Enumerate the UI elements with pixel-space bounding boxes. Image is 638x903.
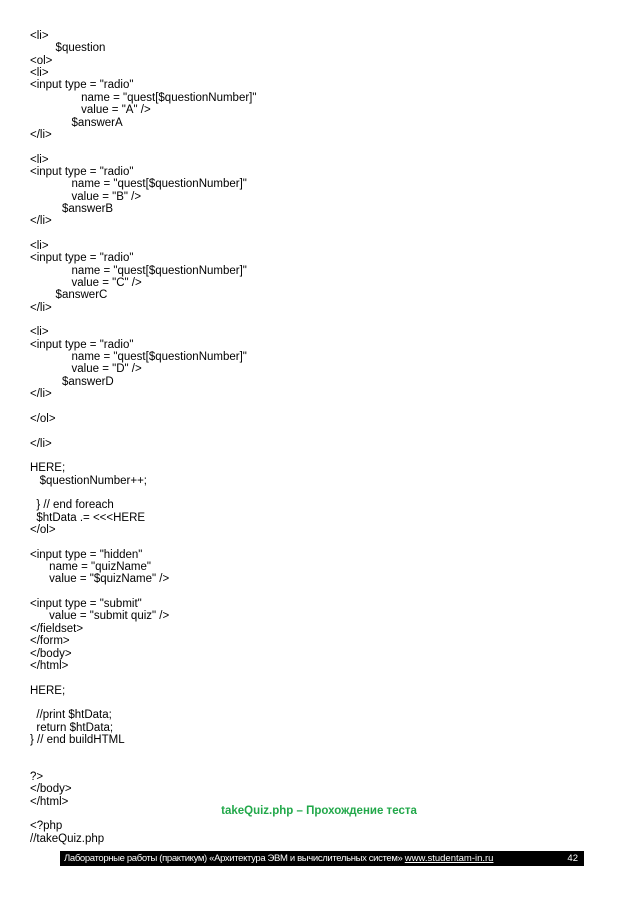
code-line: </li> <box>30 215 52 228</box>
code-line: </li> <box>30 128 52 141</box>
code-line: <input type = "submit" <box>30 598 142 611</box>
code-line: </li> <box>30 437 52 450</box>
code-line: </fieldset> <box>30 622 84 635</box>
code-line: </li> <box>30 388 52 401</box>
code-line: $answerD <box>30 375 114 388</box>
footer-text: Лабораторные работы (практикум) «Архитектура ЭВМ и вычислительных систем» <box>64 853 405 864</box>
code-line: name = "quest[$questionNumber]" <box>30 91 257 104</box>
code-line: $answerA <box>30 116 123 129</box>
code-line: </body> <box>30 647 72 660</box>
code-line: name = "quizName" <box>30 561 151 573</box>
code-line: value = "$quizName" /> <box>30 573 170 586</box>
code-line: HERE; <box>30 462 66 475</box>
code-line: $questionNumber++; <box>30 474 147 487</box>
code-line: </html> <box>30 659 69 672</box>
code-line: </html> <box>30 795 69 808</box>
figure-caption: takeQuiz.php – Прохождение теста <box>221 805 417 817</box>
code-line: <li> <box>30 153 49 166</box>
code-line: </li> <box>30 301 52 314</box>
code-line: </ol> <box>30 412 56 425</box>
code-line: value = "D" /> <box>30 363 142 376</box>
code-line: <ol> <box>30 54 53 67</box>
page-footer <box>60 851 584 866</box>
code-line: } // end foreach <box>30 499 114 512</box>
code-line: value = "A" /> <box>30 104 151 117</box>
code-line: name = "quest[$questionNumber]" <box>30 264 247 277</box>
code-line: $htData .= <<<HERE <box>30 511 146 524</box>
code-line: } // end buildHTML <box>30 733 125 746</box>
code-line: </form> <box>30 635 70 648</box>
code-line: name = "quest[$questionNumber]" <box>30 351 247 364</box>
code-line: $answerC <box>30 289 108 302</box>
code-line: <input type = "radio" <box>30 252 134 265</box>
code-line: $question <box>30 42 106 55</box>
code-line: name = "quest[$questionNumber]" <box>30 178 247 191</box>
code-line: value = "submit quiz" /> <box>30 610 170 623</box>
code-line: $answerB <box>30 202 114 215</box>
code-line: value = "C" /> <box>30 277 142 289</box>
code-line: <li> <box>30 67 49 79</box>
code-line: //takeQuiz.php <box>30 832 105 845</box>
code-line: <input type = "radio" <box>30 338 134 351</box>
code-line: <li> <box>30 239 49 252</box>
code-line: value = "B" /> <box>30 190 142 203</box>
code-line: return $htData; <box>30 721 114 734</box>
code-line: //print $htData; <box>30 709 112 722</box>
code-line: <input type = "radio" <box>30 79 134 92</box>
footer-link[interactable]: www.studentam-in.ru <box>404 853 494 864</box>
code-line: </ol> <box>30 524 56 536</box>
page-number: 42 <box>567 853 578 864</box>
code-line: HERE; <box>30 684 66 697</box>
code-line: <li> <box>30 30 49 42</box>
code-line: <input type = "hidden" <box>30 548 143 561</box>
code-line: <?php <box>30 820 63 833</box>
code-line: <li> <box>30 326 49 339</box>
footer-title <box>64 851 493 866</box>
code-line: </body> <box>30 783 72 796</box>
code-line: <input type = "radio" <box>30 165 134 178</box>
code-line: ?> <box>30 771 44 783</box>
